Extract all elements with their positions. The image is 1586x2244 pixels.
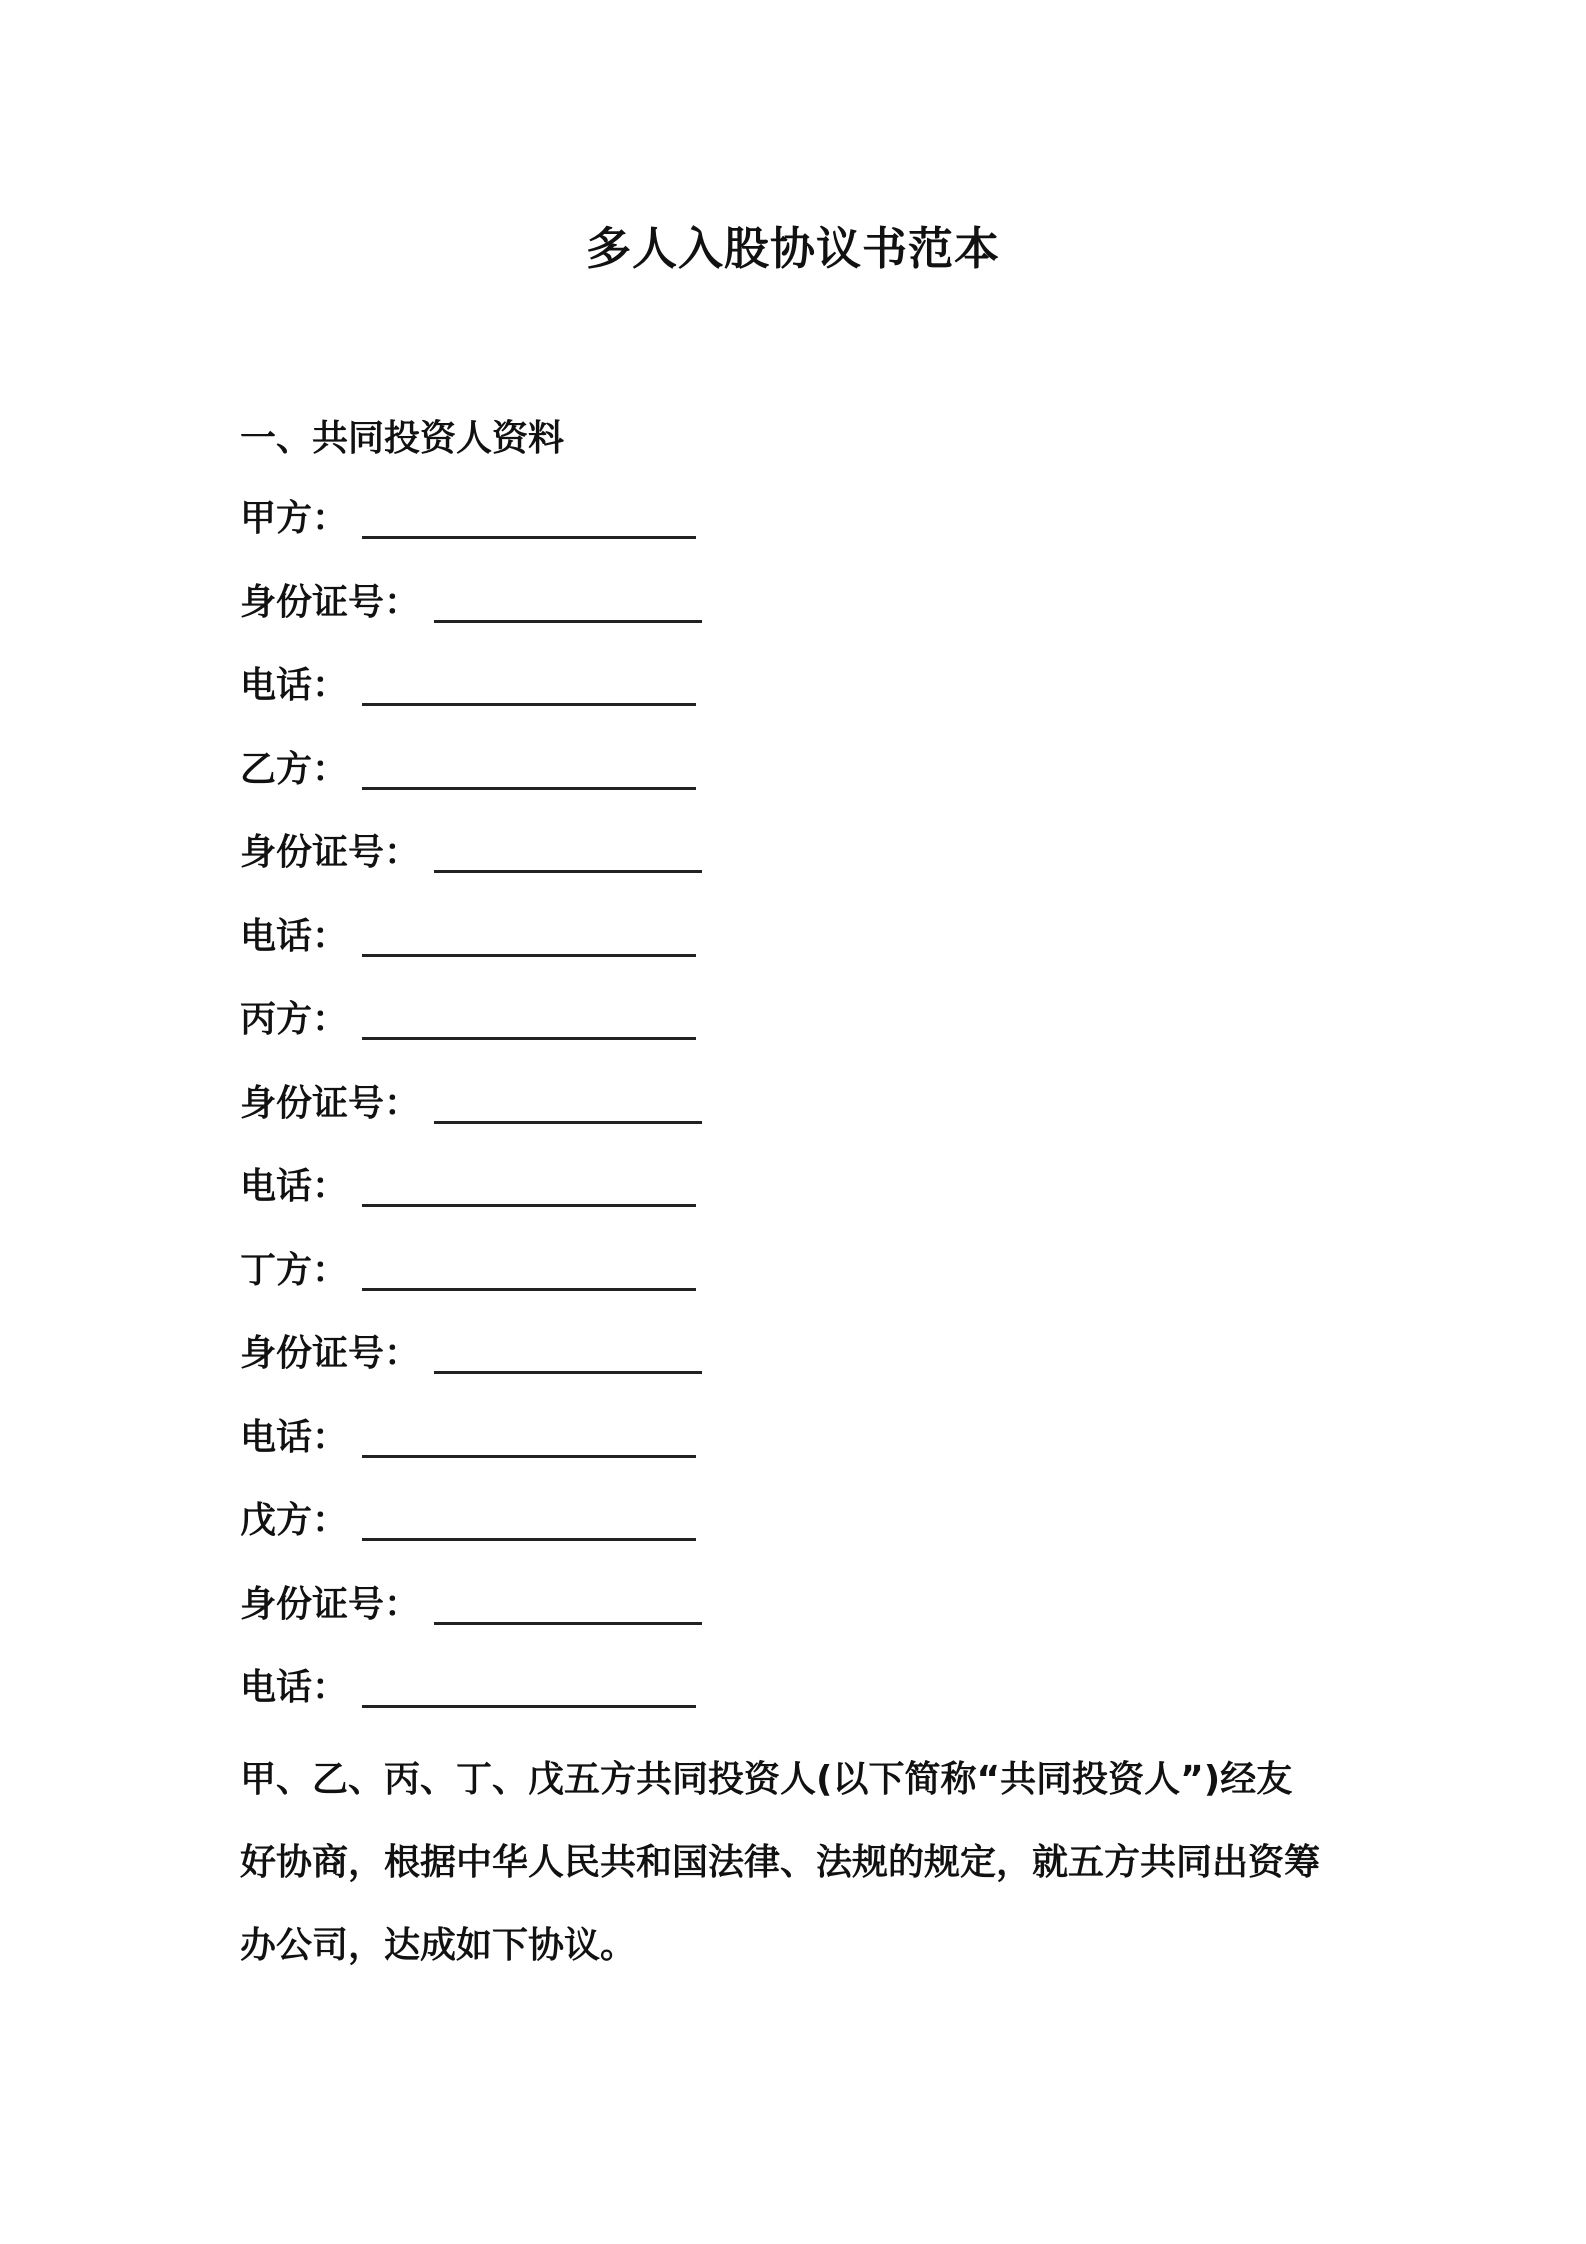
field-label: 电话： <box>240 1667 349 1708</box>
paragraph-line: 办公司，达成如下协议。 <box>240 1925 637 1966</box>
form-field-row <box>240 657 1360 741</box>
fill-in-blank <box>434 1075 702 1124</box>
field-label: 身份证号： <box>240 832 421 873</box>
form-field-row <box>240 574 1360 658</box>
field-label: 身份证号： <box>240 1333 421 1374</box>
fill-in-blank <box>362 1659 696 1708</box>
fill-in-blank <box>434 1576 702 1625</box>
field-label: 电话： <box>240 1416 349 1458</box>
fill-in-blank <box>362 657 696 706</box>
form-field-row <box>240 1576 1360 1660</box>
form-field-row <box>240 1492 1360 1576</box>
form-field-row <box>240 490 1360 574</box>
section-heading: 一、共同投资人资料 <box>240 418 565 459</box>
form-field-row <box>240 824 1360 908</box>
field-label: 乙方： <box>240 748 349 790</box>
paragraph-line: 好协商，根据中华人民共和国法律、法规的规定，就五方共同出资筹 <box>240 1842 1321 1883</box>
field-label: 身份证号： <box>240 581 421 623</box>
form-field-row <box>240 1325 1360 1409</box>
form-field-row <box>240 1158 1360 1242</box>
fill-in-blank <box>362 1242 696 1291</box>
fill-in-blank <box>362 1409 696 1458</box>
fill-in-blank <box>362 991 696 1040</box>
document-title: 多人入股协议书范本 <box>585 222 1000 275</box>
fill-in-blank <box>434 1325 702 1374</box>
fill-in-blank <box>362 908 696 957</box>
form-field-row <box>240 741 1360 825</box>
field-label: 甲方： <box>240 498 349 539</box>
fill-in-blank <box>362 741 696 790</box>
field-label: 电话： <box>240 665 349 706</box>
form-field-row <box>240 1409 1360 1493</box>
field-label: 丁方： <box>240 1249 349 1291</box>
field-label: 电话： <box>240 915 349 957</box>
fill-in-blank <box>362 1158 696 1207</box>
fill-in-blank <box>362 1492 696 1541</box>
field-label: 身份证号： <box>240 1082 421 1124</box>
form-field-row <box>240 1075 1360 1159</box>
form-field-row <box>240 908 1360 992</box>
fill-in-blank <box>434 574 702 623</box>
agreement-paragraph <box>240 1738 1360 1987</box>
form-field-row <box>240 991 1360 1075</box>
field-label: 戊方： <box>240 1500 349 1541</box>
form-field-row <box>240 1659 1360 1743</box>
field-label: 电话： <box>240 1166 349 1207</box>
field-label: 身份证号： <box>240 1583 421 1625</box>
paragraph-line: 甲、乙、丙、丁、戊五方共同投资人(以下简称“共同投资人”)经友 <box>240 1759 1293 1800</box>
fill-in-blank <box>434 824 702 873</box>
fill-in-blank <box>362 490 696 539</box>
form-field-row <box>240 1242 1360 1326</box>
investor-fields <box>240 490 1360 1743</box>
field-label: 丙方： <box>240 999 349 1040</box>
